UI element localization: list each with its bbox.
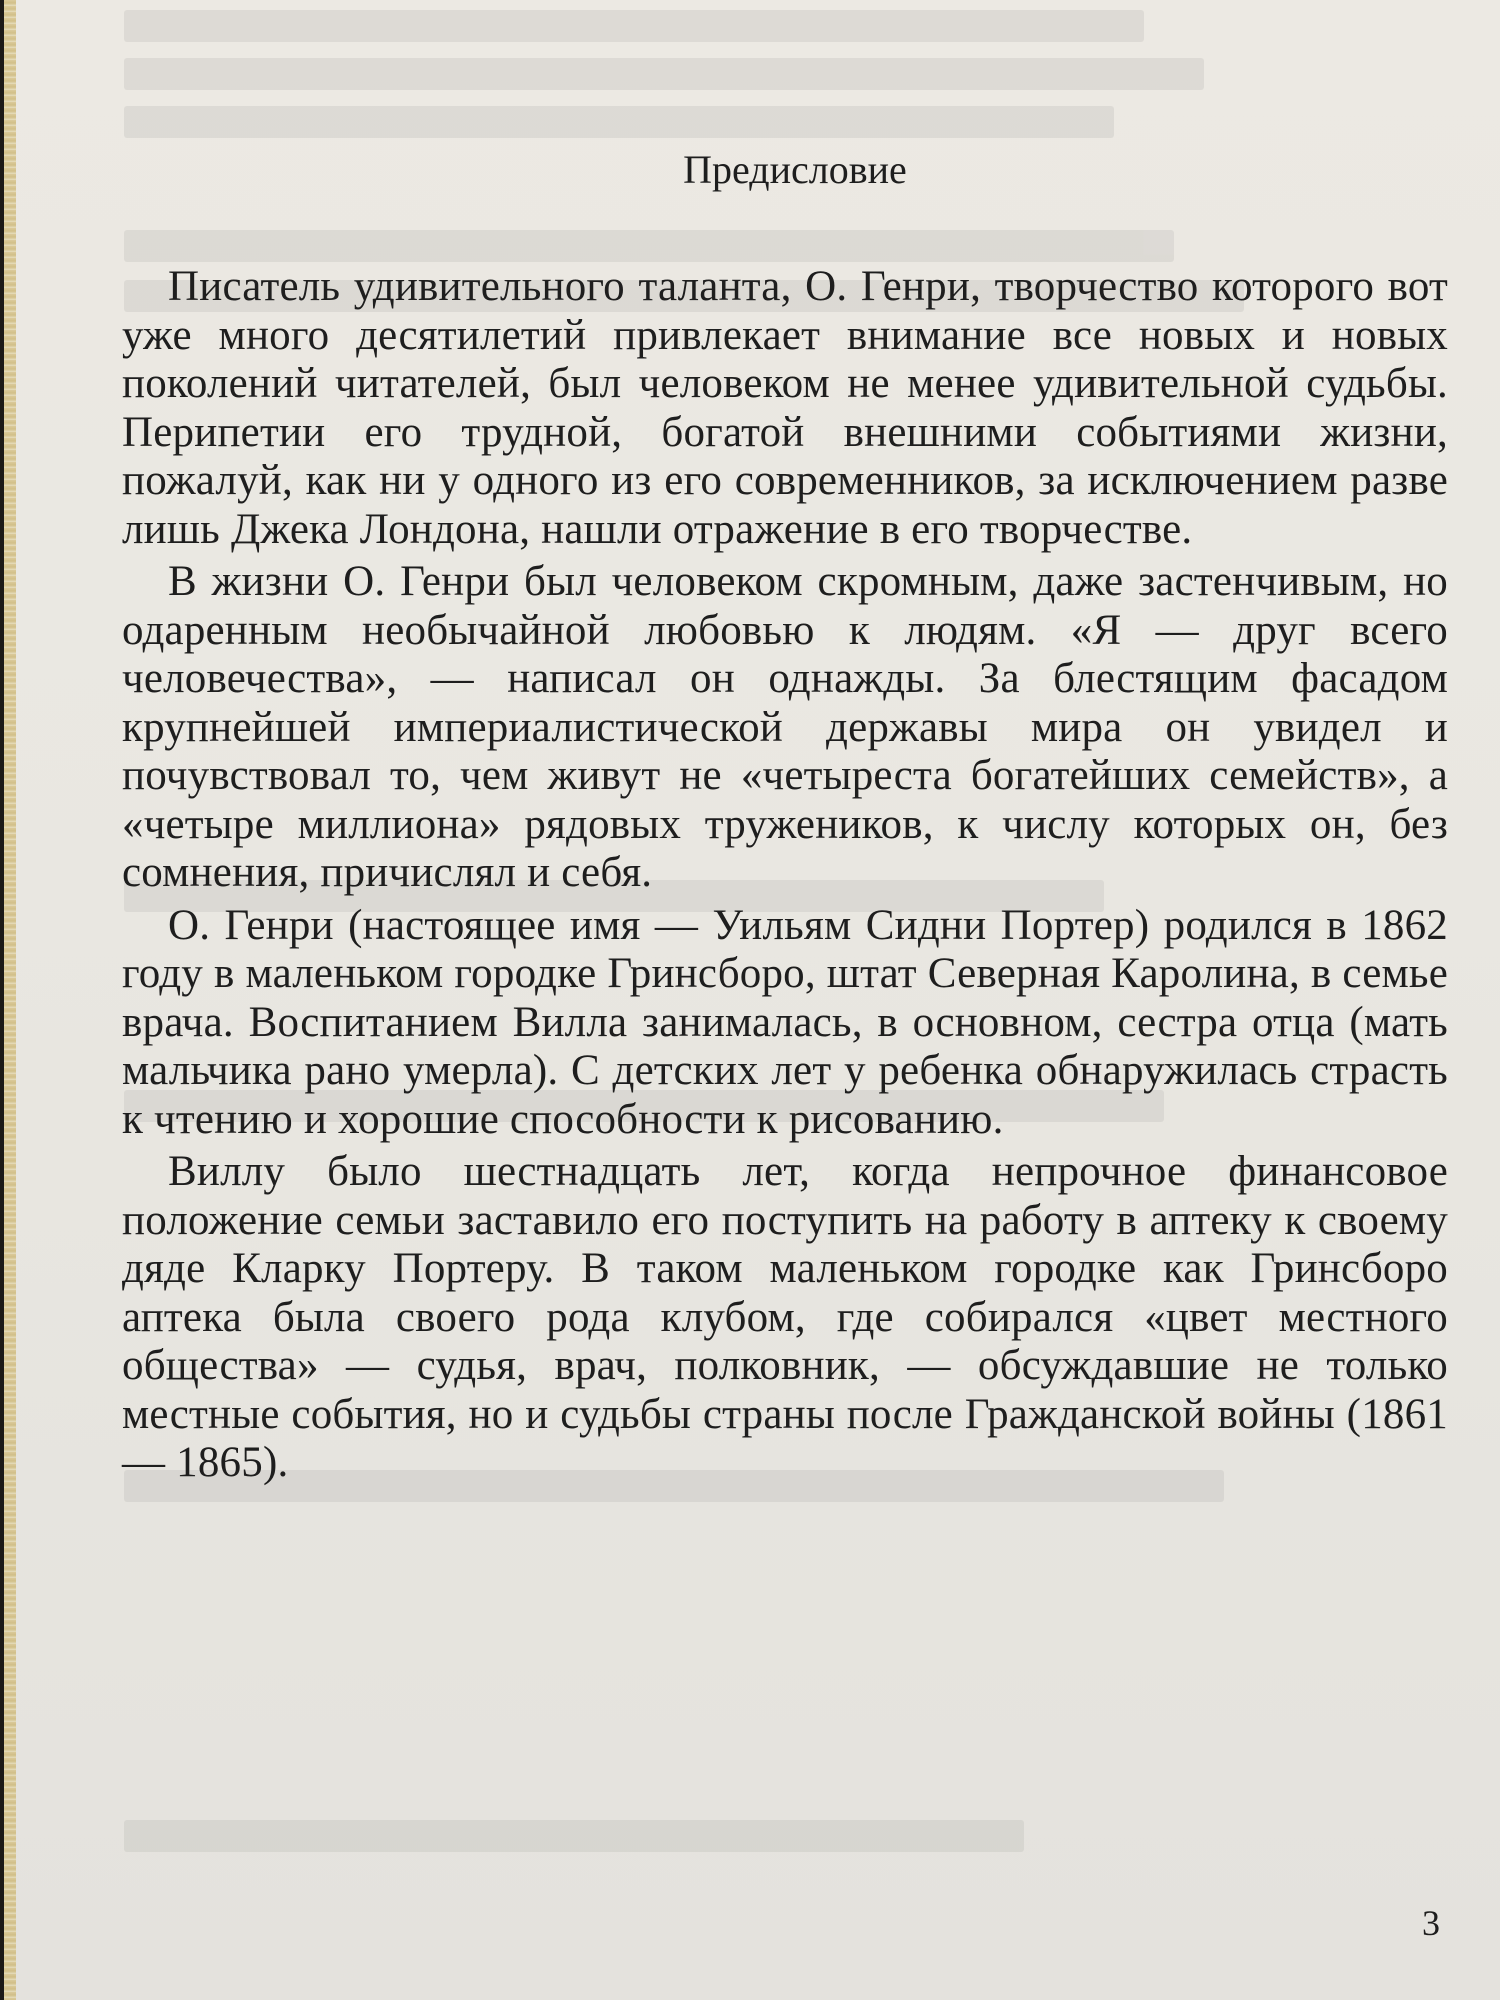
paragraph-2: В жизни О. Генри был человеком скромным, даже застенчивым, но одаренным необычайной любовью к людям. «Я — друг всего человечества», — написал он однажды. За блестящим фасадом крупнейшей империалистической державы мира он увидел и почувствовал то, чем живут не «четыреста богатейших семейств», а «четыре миллиона» рядовых тружеников, к числу которых он, без сомнения, причислял и себя.	[122, 558, 1448, 896]
page-title: Предисловие	[683, 147, 907, 192]
paragraph-3: О. Генри (настоящее имя — Уильям Сидни Портер) родился в 1862 году в маленьком городке Гринсборо, штат Северная Каролина, в семье врача. Воспитанием Вилла занималась, в основном, сестра отца (мать мальчика рано умерла). С детских лет у ребенка обнаружилась страсть к чтению и хорошие способности к рисованию.	[122, 901, 1448, 1143]
text-block	[122, 145, 1448, 1492]
page-number: 3	[1422, 1903, 1440, 1943]
book-page	[4, 0, 1500, 2000]
paragraph-4: Виллу было шестнадцать лет, когда непрочное финансовое положение семьи заставило его поступить на работу в аптеку к своему дяде Кларку Портеру. В таком маленьком городке как Гринсборо аптека была своего рода клубом, где собирался «цвет местного общества» — судья, врач, полковник, — обсуждавшие не только местные события, но и судьбы страны после Гражданской войны (1861 — 1865).	[122, 1148, 1448, 1486]
paragraph-1: Писатель удивительного таланта, О. Генри, творчество которого вот уже много десятилетий привлекает внимание все новых и новых поколений читателей, был человеком не менее удивительной судьбы. Перипетии его трудной, богатой внешними событиями жизни, пожалуй, как ни у одного из его современников, за исключением разве лишь Джека Лондона, нашли отражение в его творчестве.	[122, 263, 1448, 553]
page-edge	[4, 0, 16, 2000]
